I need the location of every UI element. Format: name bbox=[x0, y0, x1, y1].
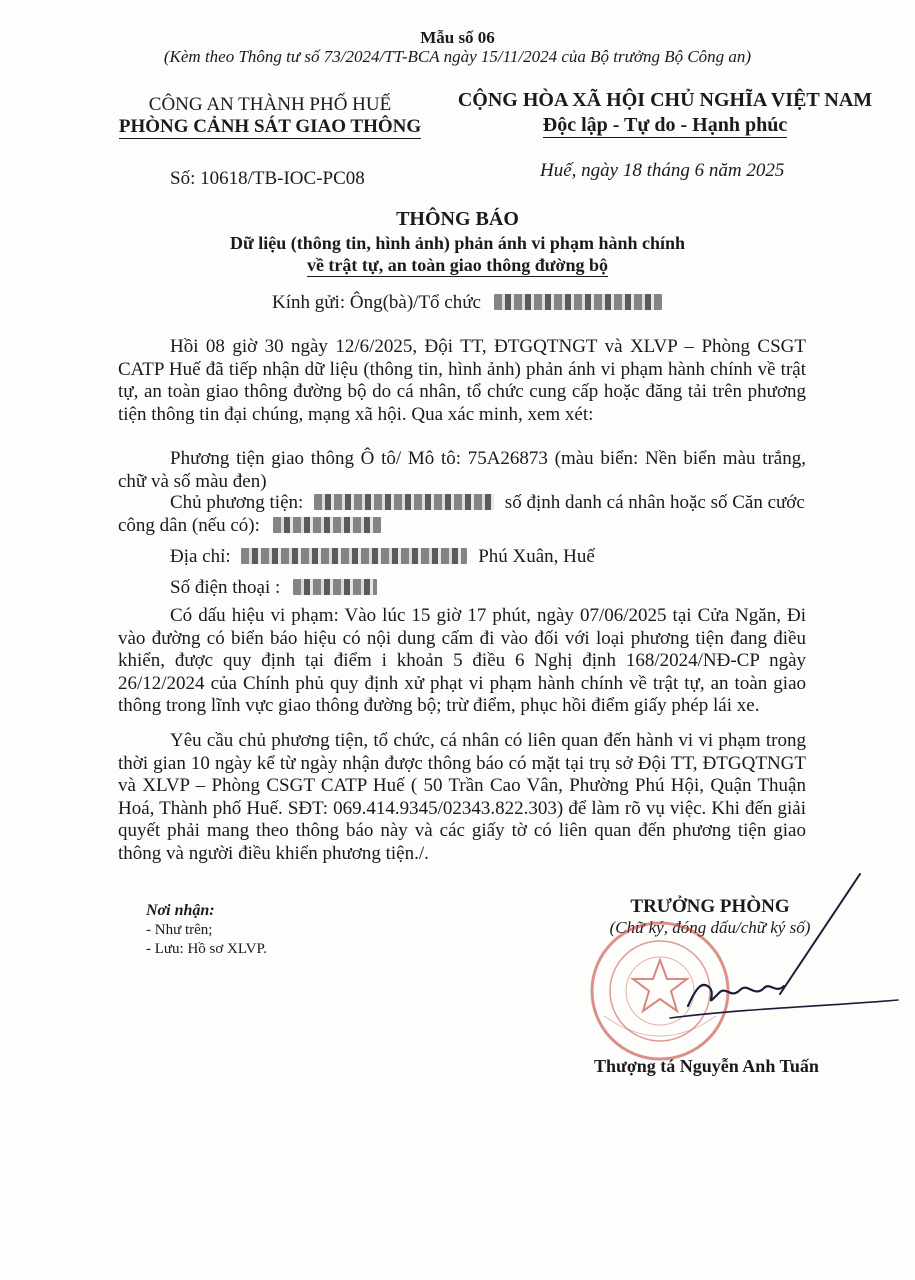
motto: Độc lập - Tự do - Hạnh phúc bbox=[542, 114, 788, 136]
vehicle-paragraph: Phương tiện giao thông Ô tô/ Mô tô: 75A26873 (màu biển: Nền biển màu trắng, chữ và số màu đen) bbox=[118, 448, 806, 492]
recipient-line bbox=[272, 292, 662, 314]
owner-id-label: công dân (nếu có): bbox=[118, 515, 260, 536]
agency-parent: CÔNG AN THÀNH PHỐ HUẾ bbox=[148, 94, 392, 115]
redacted-address bbox=[241, 548, 467, 564]
violation-paragraph: Có dấu hiệu vi phạm: Vào lúc 15 giờ 17 phút, ngày 07/06/2025 tại Cửa Ngăn, Đi vào đường có biển báo hiệu có nội dung cấm đi vào đối với loại phương tiện đang điều khiển, được quy định tại điểm i khoản 5 điều 6 Nghị định 168/2024/NĐ-CP ngày 26/12/2024 của Chính phủ quy định xử phạt vi phạm hành chính về trật tự, an toàn giao thông trong lĩnh vực giao thông đường bộ; trừ điểm, phục hồi điểm giấy phép lái xe. bbox=[118, 605, 806, 717]
recipients-title: Nơi nhận: bbox=[146, 902, 215, 919]
recipients-item-2: - Lưu: Hồ sơ XLVP. bbox=[146, 941, 267, 957]
signer-position: TRƯỞNG PHÒNG bbox=[630, 896, 790, 917]
redacted-phone bbox=[293, 579, 377, 595]
signature-icon bbox=[630, 868, 900, 1028]
phone-label: Số điện thoại : bbox=[170, 577, 281, 598]
date-place: Huế, ngày 18 tháng 6 năm 2025 bbox=[540, 160, 785, 181]
request-paragraph: Yêu cầu chủ phương tiện, tổ chức, cá nhân có liên quan đến hành vi vi phạm trong thời gian 10 ngày kể từ ngày nhận được thông báo có mặt tại trụ sở Đội TT, ĐTGQTNGT và XLVP – Phòng CSGT CATP Huế ( 50 Trần Cao Vân, Phường Phú Hội, Quận Thuận Hoá, Thành phố Huế. SĐT: 069.414.9345/02343.822.303) để làm rõ vụ việc. Khi đến giải quyết phải mang theo thông báo này và các giấy tờ có liên quan đến phương tiện giao thông và người điều khiển phương tiện./. bbox=[118, 730, 806, 864]
document-subtitle-2: về trật tự, an toàn giao thông đường bộ bbox=[306, 255, 609, 275]
document-title: THÔNG BÁO bbox=[396, 208, 519, 230]
recipient-label: Kính gửi: Ông(bà)/Tổ chức bbox=[272, 292, 481, 313]
owner-id-text: số định danh cá nhân hoặc số Căn cước bbox=[504, 492, 805, 513]
redacted-recipient-name bbox=[494, 294, 662, 310]
signature-note: (Chữ ký, đóng dấu/chữ ký số) bbox=[609, 918, 811, 937]
document-subtitle-1: Dữ liệu (thông tin, hình ảnh) phản ánh vi phạm hành chính bbox=[230, 233, 685, 253]
address-suffix: Phú Xuân, Huế bbox=[478, 546, 595, 567]
intro-paragraph: Hồi 08 giờ 30 ngày 12/6/2025, Đội TT, ĐTGQTNGT và XLVP – Phòng CSGT CATP Huế đã tiếp nhận dữ liệu (thông tin, hình ảnh) phản ánh vi phạm hành chính về trật tự, an toàn giao thông đường bộ do cá nhân, tổ chức cung cấp hoặc đăng tải trên phương tiện thông tin đại chúng, mạng xã hội. Qua xác minh, xem xét: bbox=[118, 336, 806, 425]
address-label: Địa chỉ: bbox=[170, 546, 231, 567]
circular-reference: (Kèm theo Thông tư số 73/2024/TT-BCA ngày 15/11/2024 của Bộ trưởng Bộ Công an) bbox=[163, 47, 752, 66]
owner-label: Chủ phương tiện: bbox=[170, 492, 304, 513]
redacted-owner-id bbox=[273, 517, 381, 533]
form-number: Mẫu số 06 bbox=[420, 28, 495, 47]
phone-line bbox=[170, 577, 377, 599]
agency-name: PHÒNG CẢNH SÁT GIAO THÔNG bbox=[118, 116, 422, 137]
recipients-item-1: - Như trên; bbox=[146, 922, 213, 938]
nation-title: CỘNG HÒA XÃ HỘI CHỦ NGHĨA VIỆT NAM bbox=[457, 89, 873, 111]
document-number: Số: 10618/TB-IOC-PC08 bbox=[170, 168, 365, 189]
owner-line bbox=[170, 492, 805, 514]
signer-name: Thượng tá Nguyễn Anh Tuấn bbox=[594, 1056, 819, 1076]
owner-id-line bbox=[118, 515, 381, 537]
redacted-owner-name bbox=[314, 494, 494, 510]
address-line bbox=[170, 546, 595, 568]
